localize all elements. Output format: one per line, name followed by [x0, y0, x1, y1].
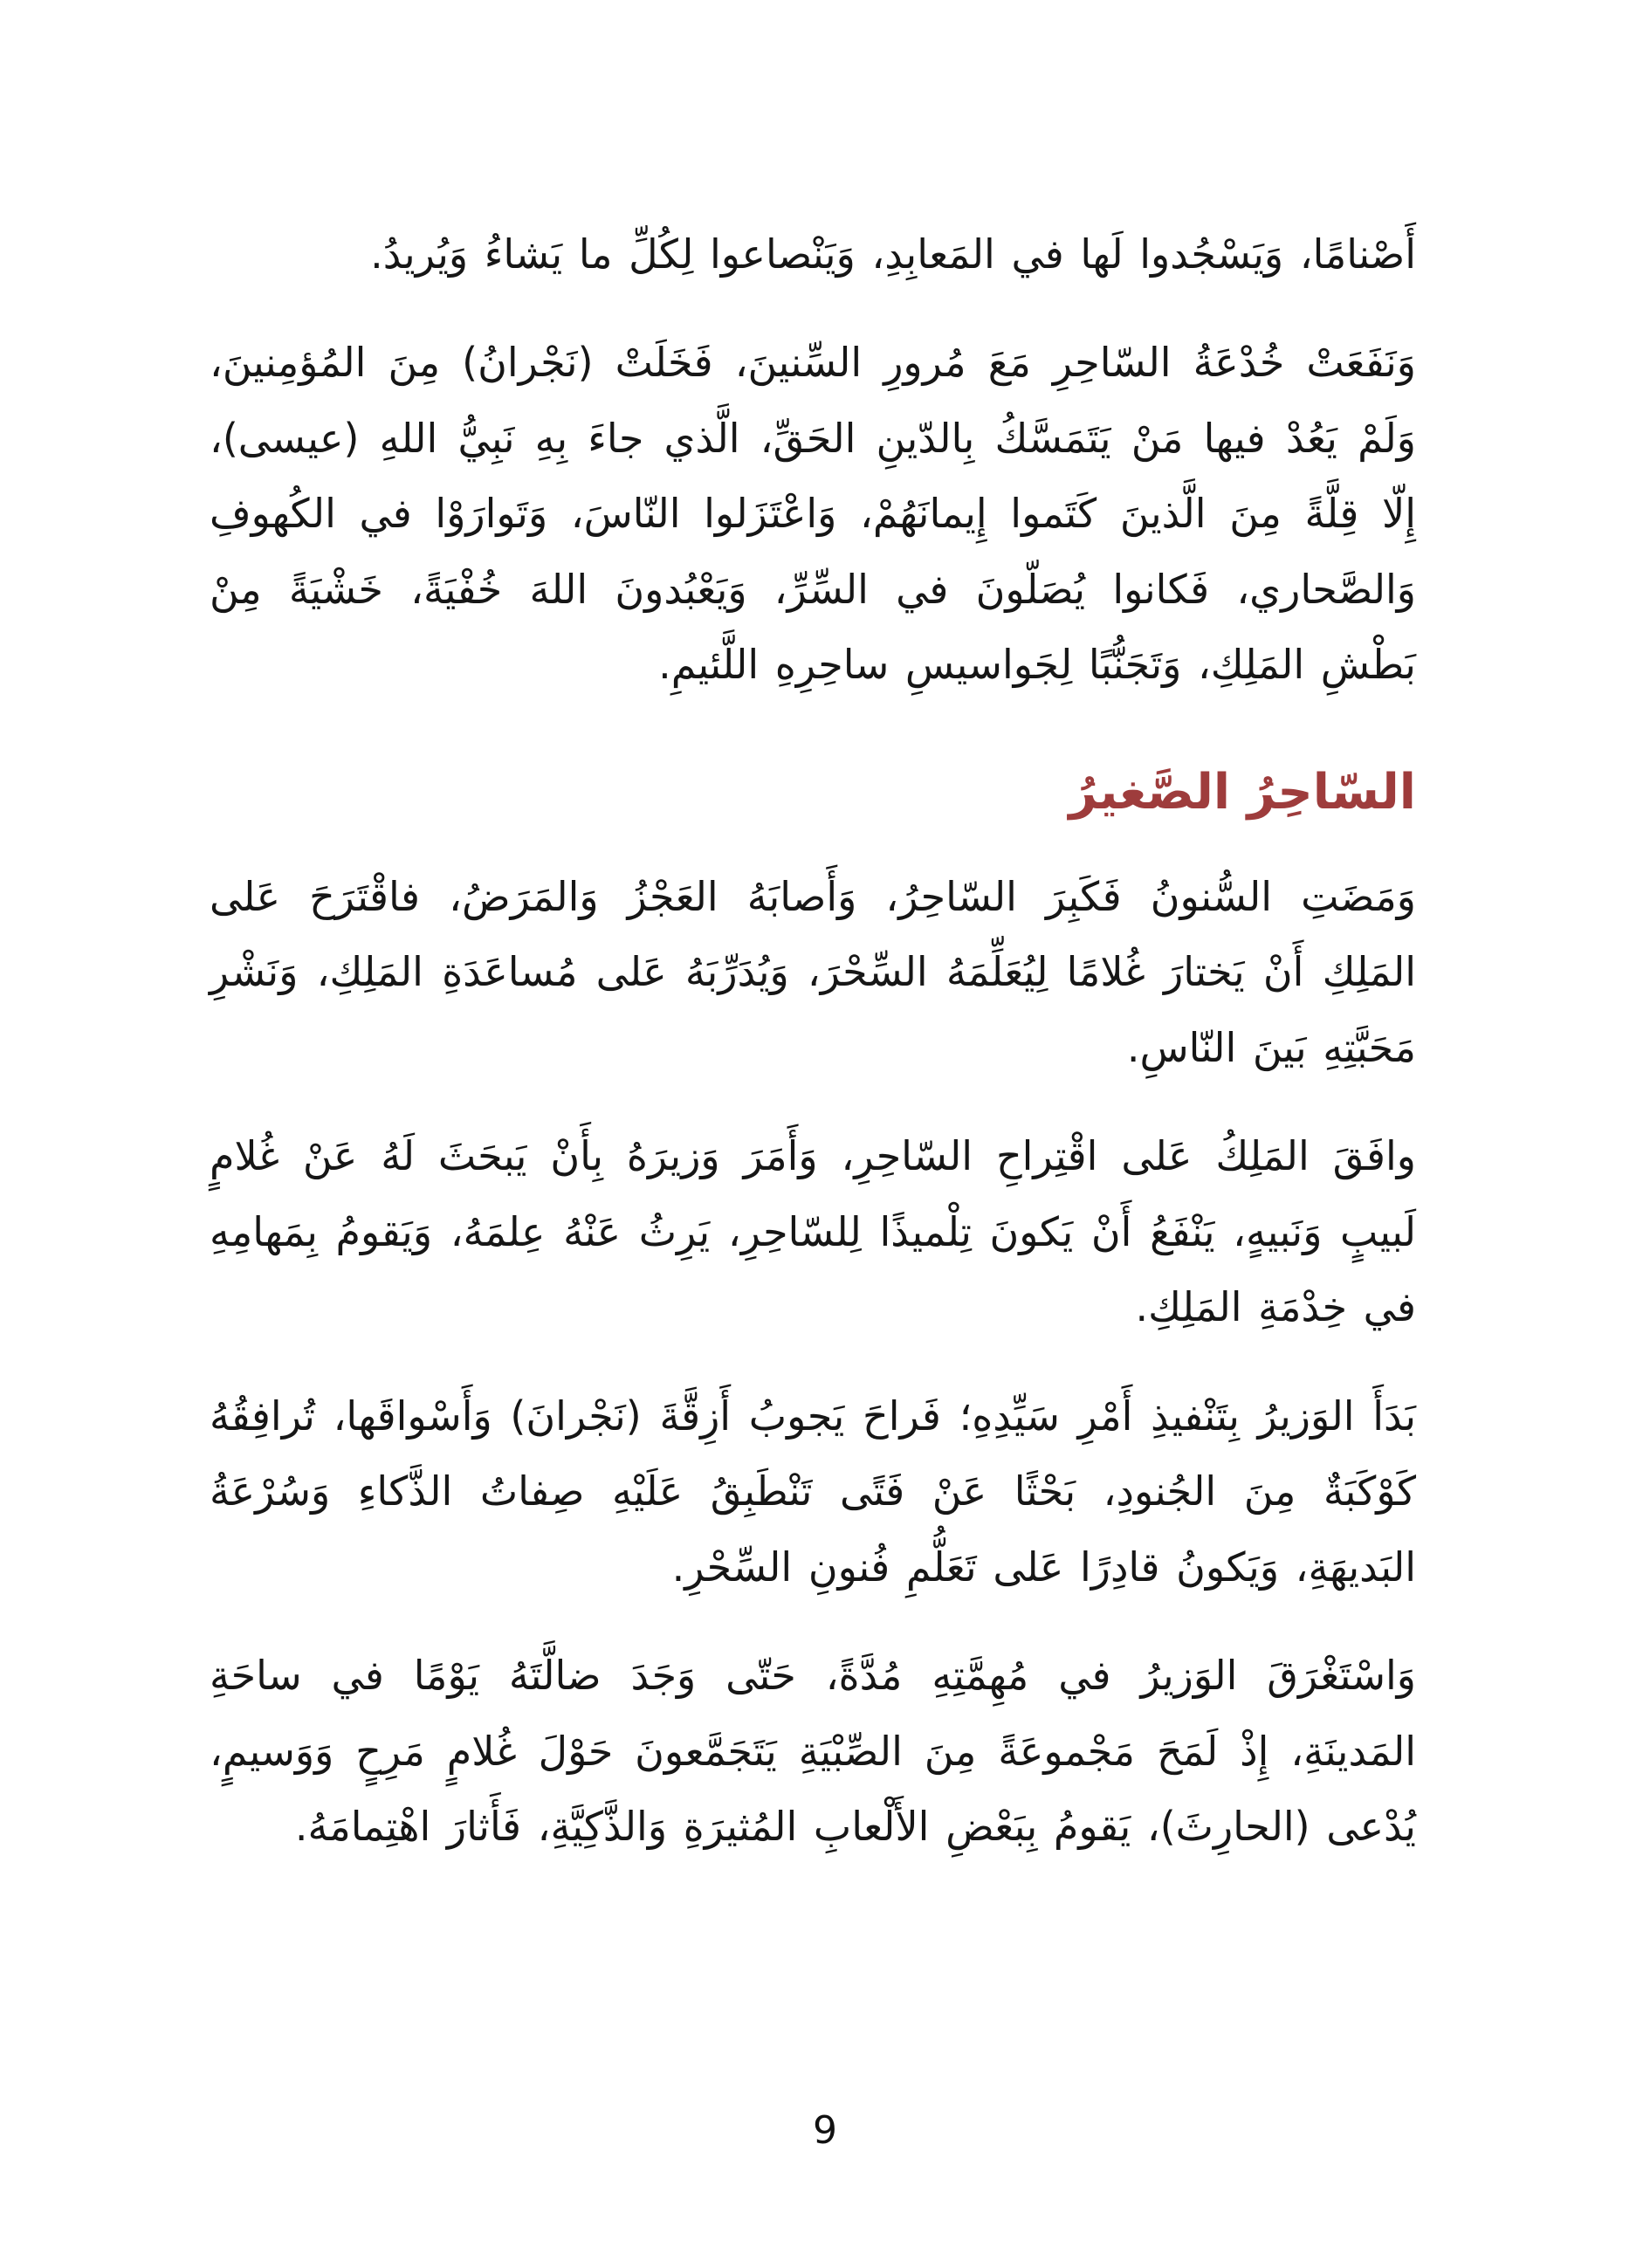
paragraph: وَنَفَعَتْ خُدْعَةُ السّاحِرِ مَعَ مُرورِ السِّنينَ، فَخَلَتْ (نَجْرانُ) مِنَ المُؤمِنينَ، وَلَمْ يَعُدْ فيها مَنْ يَتَمَسَّكُ بِالدّينِ الحَقِّ، الَّذي جاءَ بِهِ نَبِيُّ اللهِ (عيسى)، إِلّا قِلَّةً مِنَ الَّذينَ كَتَموا إِيمانَهُمْ، وَاعْتَزَلوا النّاسَ، وَتَوارَوْا في الكُهوفِ وَالصَّحاري، فَكانوا يُصَلّونَ في السِّرِّ، وَيَعْبُدونَ اللهَ خُفْيَةً، خَشْيَةً مِنْ بَطْشِ المَلِكِ، وَتَجَنُّبًا لِجَواسيسِ ساحِرِهِ اللَّئيمِ.: [210, 339, 1416, 689]
paragraph: بَدَأَ الوَزيرُ بِتَنْفيذِ أَمْرِ سَيِّدِهِ؛ فَراحَ يَجوبُ أَزِقَّةَ (نَجْرانَ) وَأَسْواقَها، تُرافِقُهُ كَوْكَبَةٌ مِنَ الجُنودِ، بَحْثًا عَنْ فَتًى تَنْطَبِقُ عَلَيْهِ صِفاتُ الذَّكاءِ وَسُرْعَةُ البَديهَةِ، وَيَكونُ قادِرًا عَلى تَعَلُّمِ فُنونِ السِّحْرِ.: [210, 1392, 1416, 1591]
paragraph: وَمَضَتِ السُّنونُ فَكَبِرَ السّاحِرُ، وَأَصابَهُ العَجْزُ وَالمَرَضُ، فاقْتَرَحَ عَلى المَلِكِ أَنْ يَختارَ غُلامًا لِيُعَلِّمَهُ السِّحْرَ، وَيُدَرِّبَهُ عَلى مُساعَدَةِ المَلِكِ، وَنَشْرِ مَحَبَّتِهِ بَينَ النّاسِ.: [210, 873, 1416, 1071]
paragraph-continuation: أَصْنامًا، وَيَسْجُدوا لَها في المَعابِدِ، وَيَنْصاعوا لِكُلِّ ما يَشاءُ وَيُريدُ.: [370, 230, 1416, 278]
paragraph: وَاسْتَغْرَقَ الوَزيرُ في مُهِمَّتِهِ مُدَّةً، حَتّى وَجَدَ ضالَّتَهُ يَوْمًا في ساحَةِ المَدينَةِ، إِذْ لَمَحَ مَجْموعَةً مِنَ الصِّبْيَةِ يَتَجَمَّعونَ حَوْلَ غُلامٍ مَرِحٍ وَوَسيمٍ، يُدْعى (الحارِثَ)، يَقومُ بِبَعْضِ الأَلْعابِ المُثيرَةِ وَالذَّكِيَّةِ، فَأَثارَ اهْتِمامَهُ.: [210, 1652, 1416, 1851]
paragraph: وافَقَ المَلِكُ عَلى اقْتِراحِ السّاحِرِ، وَأَمَرَ وَزيرَهُ بِأَنْ يَبحَثَ لَهُ عَنْ غُلامٍ لَبيبٍ وَنَبيهٍ، يَنْفَعُ أَنْ يَكونَ تِلْميذًا لِلسّاحِرِ، يَرِثُ عَنْهُ عِلمَهُ، وَيَقومُ بِمَهامِهِ في خِدْمَةِ المَلِكِ.: [210, 1132, 1416, 1331]
page-number: 9: [813, 2108, 837, 2153]
section-heading: السّاحِرُ الصَّغيرُ: [1069, 763, 1416, 821]
page-content: [210, 216, 1416, 1865]
